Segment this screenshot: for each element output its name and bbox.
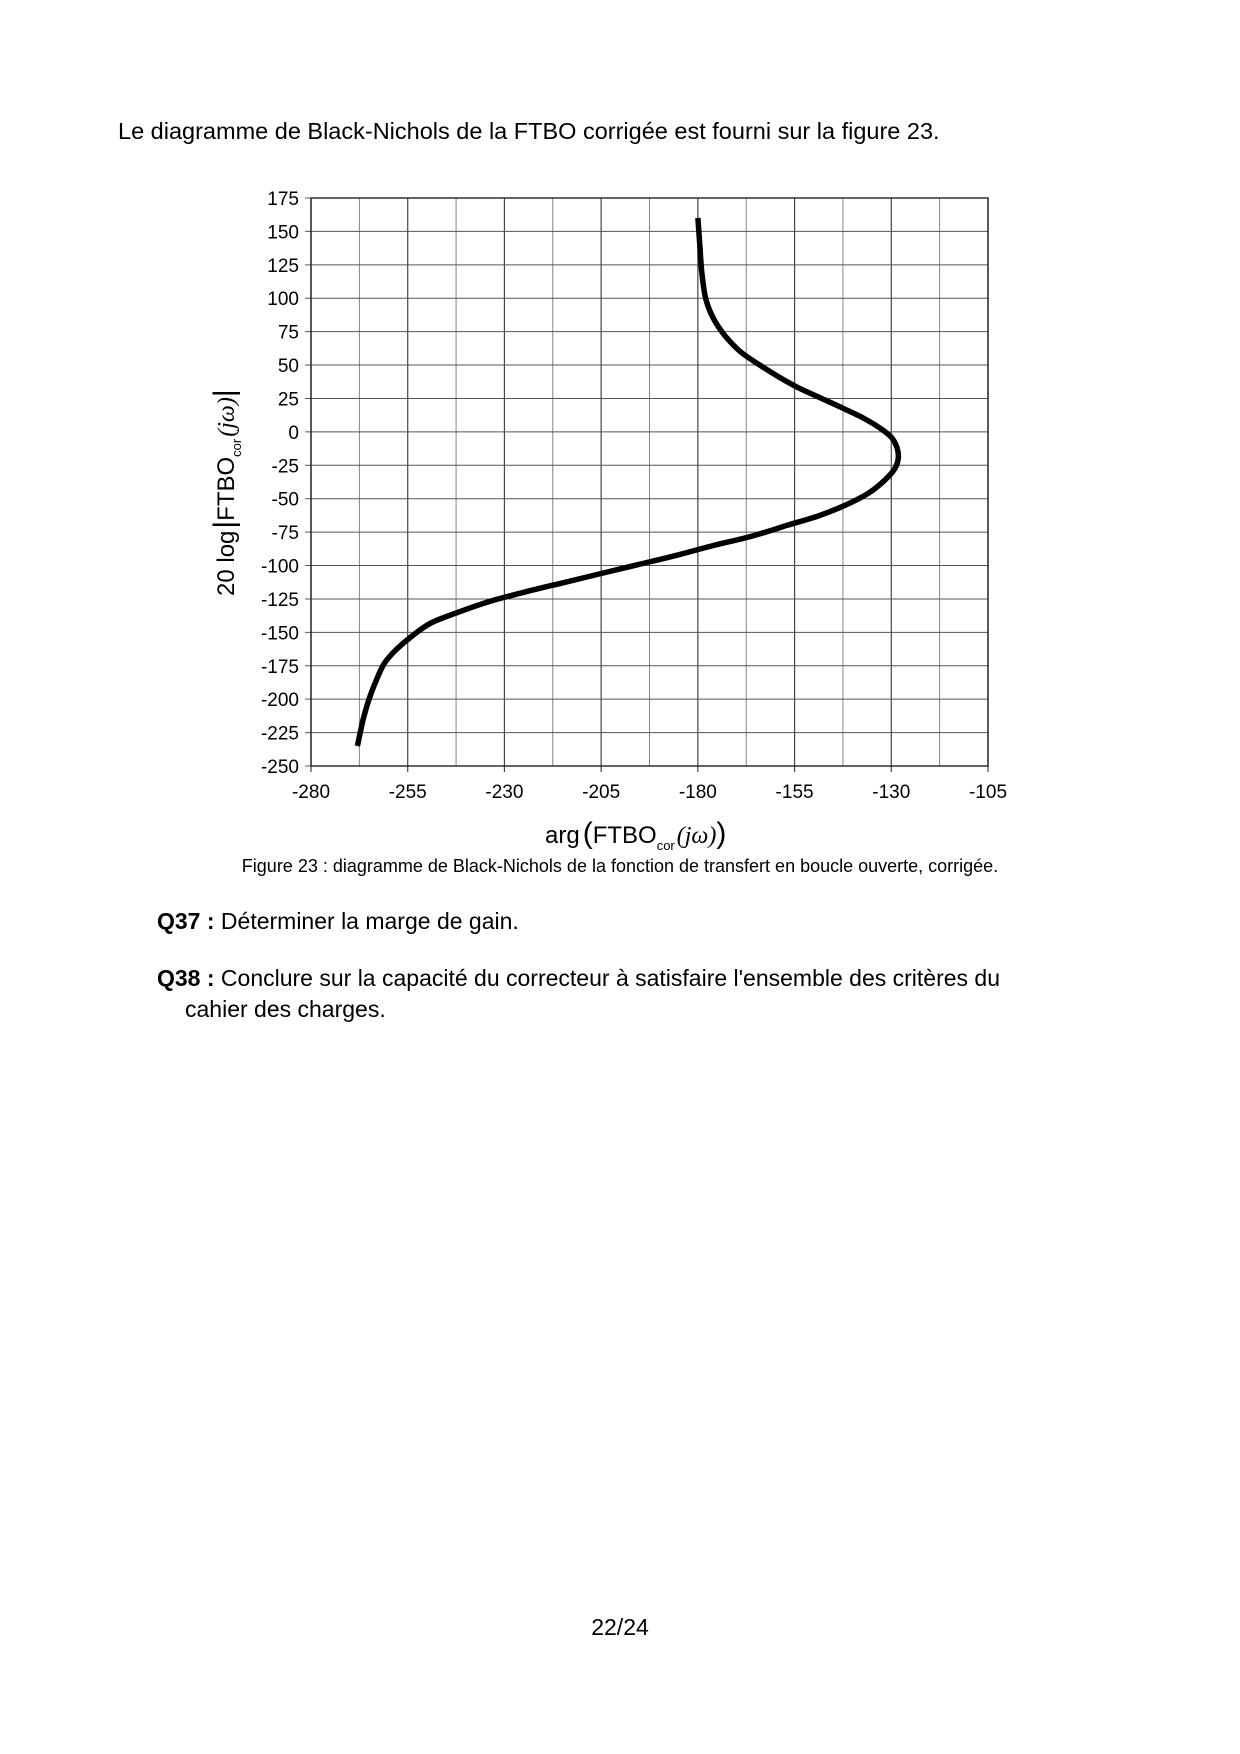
question-38 [157, 963, 1127, 1025]
y-tick-label: -200 [260, 690, 299, 712]
question-37-label: Q37 : [157, 908, 215, 934]
y-axis-label: 20 $\log|FTBO_{cor}(j\omega)|$ [208, 389, 244, 596]
y-tick-label: -175 [260, 656, 299, 678]
y-tick-label: -25 [271, 456, 299, 478]
y-tick-label: 150 [267, 222, 299, 244]
x-tick-label: -130 [872, 782, 911, 803]
y-tick-label: 0 [288, 422, 299, 444]
x-tick-label: -280 [291, 782, 331, 803]
y-tick-label: 25 [277, 389, 299, 411]
x-axis-label: arg $(FTBO_{cor}(j\omega))$ [545, 817, 727, 853]
chart-grid [305, 198, 988, 772]
y-tick-label: -75 [271, 523, 299, 545]
y-tick-label: 175 [267, 189, 299, 210]
chart-curve [357, 218, 898, 746]
y-tick-label: 50 [277, 356, 299, 378]
y-tick-label: -125 [260, 589, 299, 611]
y-tick-label: 100 [267, 289, 299, 311]
x-tick-label: -230 [485, 782, 524, 803]
page-number: 22/24 [591, 1614, 649, 1640]
x-tick-label: -180 [678, 782, 717, 803]
y-tick-label: -150 [260, 623, 299, 645]
question-37 [157, 906, 519, 937]
y-tick-label: 75 [277, 322, 299, 344]
y-tick-label: 125 [267, 255, 299, 277]
question-38-text: Conclure sur la capacité du correcteur à satisfaire l'ensemble des critères du [220, 965, 1001, 991]
y-tick-label: -50 [271, 489, 299, 511]
x-tick-label: -105 [968, 782, 1008, 803]
question-37-text: Déterminer la marge de gain. [220, 908, 519, 934]
x-tick-label: -155 [775, 782, 814, 803]
intro-paragraph: Le diagramme de Black-Nichols de la FTBO corrigée est fourni sur la figure 23. [118, 118, 940, 144]
figure-caption: Figure 23 : diagramme de Black-Nichols de la fonction de transfert en boucle ouverte, corrigée. [241, 856, 999, 876]
question-38-text-continued: cahier des charges. [185, 996, 386, 1022]
y-tick-label: -225 [260, 723, 299, 745]
x-tick-label: -255 [388, 782, 427, 803]
question-38-label: Q38 : [157, 965, 215, 991]
black-nichols-curve [357, 218, 898, 746]
chart-ticks [261, 189, 1007, 803]
y-tick-label: -250 [260, 757, 299, 778]
y-tick-label: -100 [260, 556, 299, 578]
x-tick-label: -205 [582, 782, 621, 803]
